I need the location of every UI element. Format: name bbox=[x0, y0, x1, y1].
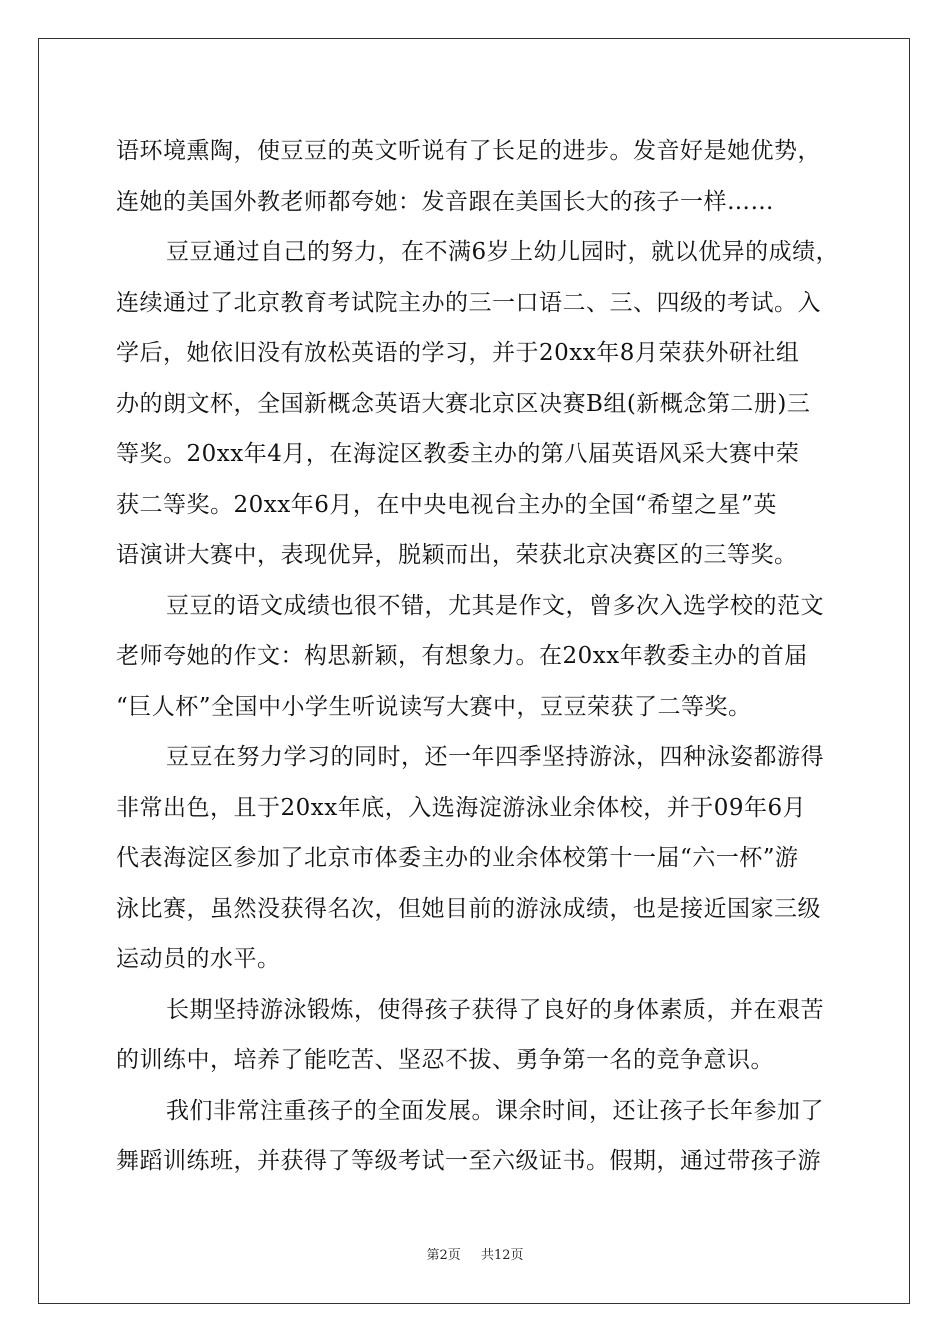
text-line: 泳比赛，虽然没获得名次，但她目前的游泳成绩，也是接近国家三级 bbox=[116, 895, 821, 922]
page-total: 共12页 bbox=[480, 1248, 524, 1263]
text-line: 豆豆的语文成绩也很不错，尤其是作文，曾多次入选学校的范文 bbox=[166, 592, 824, 619]
text-line: 老师夸她的作文：构思新颖，有想象力。在20xx年教委主办的首届 bbox=[116, 643, 808, 669]
text-line: 长期坚持游泳锻炼，使得孩子获得了良好的身体素质，并在艰苦 bbox=[166, 996, 824, 1023]
text-line: 语环境熏陶，使豆豆的英文听说有了长足的进步。发音好是她优势， bbox=[116, 138, 821, 164]
text-line: 学后，她依旧没有放松英语的学习，并于20xx年8月荣获外研社组 bbox=[116, 340, 800, 366]
text-line: 办的朗文杯，全国新概念英语大赛北京区决赛B组(新概念第二册)三 bbox=[116, 390, 811, 417]
page-footer bbox=[0, 1244, 950, 1263]
text-line: 获二等奖。20xx年6月，在中央电视台主办的全国“希望之星”英 bbox=[116, 491, 777, 518]
text-line: 运动员的水平。 bbox=[116, 946, 281, 972]
text-line: 舞蹈训练班，并获得了等级考试一至六级证书。假期，通过带孩子游 bbox=[116, 1148, 821, 1174]
text-line: 连续通过了北京教育考试院主办的三一口语二、三、四级的考试。入 bbox=[116, 289, 821, 316]
text-line: “巨人杯”全国中小学生听说读写大赛中，豆豆荣获了二等奖。 bbox=[116, 693, 752, 720]
text-line: 等奖。20xx年4月，在海淀区教委主办的第八届英语风采大赛中荣 bbox=[116, 441, 800, 467]
text-line: 我们非常注重孩子的全面发展。课余时间，还让孩子长年参加了 bbox=[166, 1097, 824, 1124]
text-line: 非常出色，且于20xx年底，入选海淀游泳业余体校，并于09年6月 bbox=[116, 794, 807, 821]
text-line: 语演讲大赛中，表现优异，脱颖而出，荣获北京决赛区的三等奖。 bbox=[116, 542, 798, 568]
text-line: 的训练中，培养了能吃苦、坚忍不拔、勇争第一名的竞争意识。 bbox=[116, 1047, 774, 1073]
page-number: 第2页 bbox=[426, 1248, 461, 1263]
text-line: 连她的美国外教老师都夸她：发音跟在美国长大的孩子一样…… bbox=[116, 188, 774, 215]
document-body bbox=[116, 126, 840, 1187]
text-line: 代表海淀区参加了北京市体委主办的业余体校第十一届“六一杯”游 bbox=[116, 845, 799, 871]
text-line: 豆豆在努力学习的同时，还一年四季坚持游泳，四种泳姿都游得 bbox=[166, 744, 824, 770]
text-line: 豆豆通过自己的努力，在不满6岁上幼儿园时，就以优异的成绩， bbox=[166, 239, 840, 265]
